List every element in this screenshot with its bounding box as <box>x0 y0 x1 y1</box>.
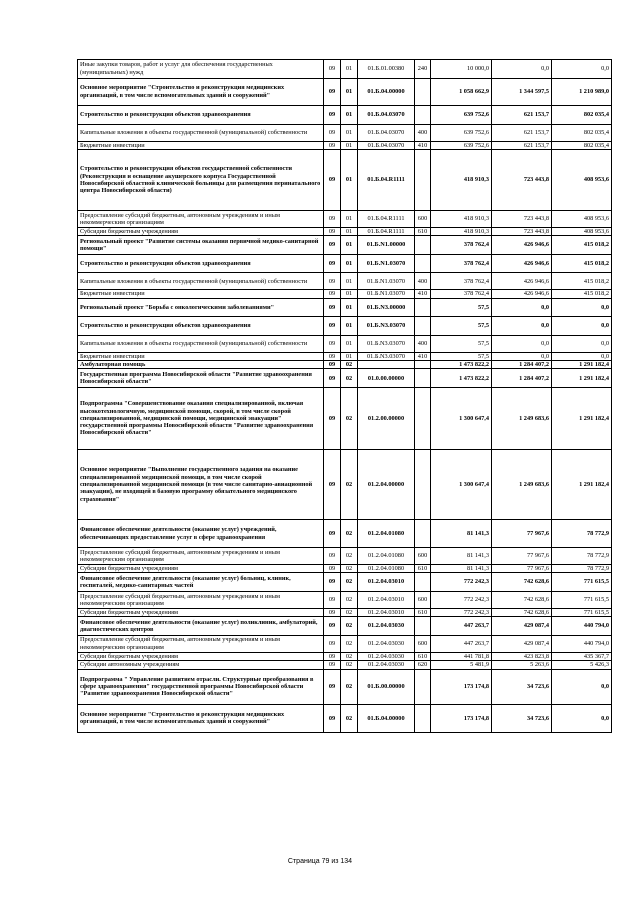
row-name: Бюджетные инвестиции <box>78 290 324 298</box>
row-amount-year-3: 78 772,9 <box>552 547 612 564</box>
row-expense-type <box>415 254 431 273</box>
row-amount-year-2: 0,0 <box>492 352 552 360</box>
row-amount-year-2: 426 946,6 <box>492 273 552 290</box>
row-amount-year-3: 802 035,4 <box>552 106 612 125</box>
row-section: 09 <box>324 449 341 520</box>
row-target-article: 01.2.04.03010 <box>358 591 415 608</box>
row-subsection: 01 <box>341 290 358 298</box>
row-target-article: 01.Б.N3.00000 <box>358 298 415 317</box>
row-amount-year-1: 378 762,4 <box>431 273 492 290</box>
row-expense-type: 240 <box>415 60 431 79</box>
row-target-article: 01.Б.04.03070 <box>358 124 415 141</box>
row-target-article: 01.2.04.03030 <box>358 661 415 669</box>
row-section: 09 <box>324 106 341 125</box>
table-row <box>78 60 612 79</box>
row-section: 09 <box>324 547 341 564</box>
row-name: Субсидии бюджетным учреждениям <box>78 652 324 660</box>
row-name: Капитальные вложения в объекты государственной (муниципальной) собственности <box>78 273 324 290</box>
row-amount-year-2: 723 443,8 <box>492 149 552 210</box>
row-subsection: 01 <box>341 254 358 273</box>
row-name: Предоставление субсидий бюджетным, автономным учреждениям и иным некоммерческим организациям <box>78 547 324 564</box>
row-name: Строительство и реконструкция объектов государственной собственности (Реконструкция и оснащение акушерского корпуса Государственной Новосибирской областной клинической больницы для размещения перинатального центра Новосибирской области) <box>78 149 324 210</box>
row-amount-year-3: 1 291 182,4 <box>552 369 612 388</box>
row-name: Финансовое обеспечение деятельности (оказание услуг) учреждений, обеспечивающих предоставление услуг в сфере здравоохранения <box>78 520 324 548</box>
row-target-article: 01.2.00.00000 <box>358 387 415 449</box>
row-amount-year-2: 429 087,4 <box>492 635 552 652</box>
row-amount-year-3: 0,0 <box>552 335 612 352</box>
row-amount-year-1: 173 174,8 <box>431 705 492 733</box>
row-expense-type <box>415 573 431 592</box>
row-amount-year-3: 1 291 182,4 <box>552 361 612 369</box>
row-amount-year-3: 415 018,2 <box>552 273 612 290</box>
row-amount-year-2: 742 628,6 <box>492 573 552 592</box>
row-subsection: 02 <box>341 573 358 592</box>
row-subsection: 02 <box>341 669 358 705</box>
row-expense-type: 610 <box>415 608 431 616</box>
row-target-article: 01.2.04.01080 <box>358 520 415 548</box>
row-section: 09 <box>324 210 341 227</box>
row-amount-year-1: 378 762,4 <box>431 290 492 298</box>
row-subsection: 02 <box>341 652 358 660</box>
row-amount-year-3: 1 210 989,0 <box>552 78 612 106</box>
row-target-article: 01.Б.04.00000 <box>358 705 415 733</box>
row-name: Капитальные вложения в объекты государственной (муниципальной) собственности <box>78 335 324 352</box>
row-amount-year-2: 0,0 <box>492 335 552 352</box>
table-row <box>78 520 612 548</box>
row-amount-year-3: 78 772,9 <box>552 564 612 572</box>
row-name: Предоставление субсидий бюджетным, автономным учреждениям и иным некоммерческим организациям <box>78 591 324 608</box>
row-amount-year-1: 81 141,3 <box>431 520 492 548</box>
row-expense-type <box>415 298 431 317</box>
row-amount-year-3: 78 772,9 <box>552 520 612 548</box>
table-row <box>78 352 612 360</box>
row-amount-year-2: 1 284 407,2 <box>492 361 552 369</box>
row-amount-year-3: 0,0 <box>552 705 612 733</box>
row-target-article: 01.Б.01.00380 <box>358 60 415 79</box>
row-expense-type <box>415 449 431 520</box>
table-row <box>78 106 612 125</box>
row-name: Региональный проект "Развитие системы оказания первичной медико-санитарной помощи" <box>78 236 324 255</box>
row-target-article: 01.Б.N1.03070 <box>358 273 415 290</box>
row-expense-type: 600 <box>415 591 431 608</box>
row-section: 09 <box>324 661 341 669</box>
row-name: Предоставление субсидий бюджетным, автономным учреждениям и иным некоммерческим организациям <box>78 210 324 227</box>
row-target-article: 01.2.04.03010 <box>358 608 415 616</box>
row-amount-year-1: 1 300 647,4 <box>431 387 492 449</box>
row-expense-type: 410 <box>415 141 431 149</box>
row-name: Финансовое обеспечение деятельности (оказание услуг) больниц, клиник, госпиталей, медико-санитарных частей <box>78 573 324 592</box>
row-subsection: 02 <box>341 361 358 369</box>
row-target-article: 01.Б.N1.03070 <box>358 254 415 273</box>
table-row <box>78 573 612 592</box>
row-amount-year-1: 772 242,3 <box>431 608 492 616</box>
row-section: 09 <box>324 335 341 352</box>
row-section: 09 <box>324 254 341 273</box>
table-row <box>78 705 612 733</box>
table-row <box>78 227 612 235</box>
row-target-article: 01.Б.04.03070 <box>358 141 415 149</box>
row-target-article: 01.Б.N3.03070 <box>358 317 415 336</box>
table-row <box>78 661 612 669</box>
table-row <box>78 254 612 273</box>
row-expense-type <box>415 236 431 255</box>
row-subsection: 01 <box>341 78 358 106</box>
row-amount-year-3: 0,0 <box>552 669 612 705</box>
row-expense-type <box>415 669 431 705</box>
row-subsection: 02 <box>341 369 358 388</box>
row-amount-year-3: 771 615,5 <box>552 591 612 608</box>
row-expense-type: 610 <box>415 564 431 572</box>
row-name: Строительство и реконструкция объектов здравоохранения <box>78 254 324 273</box>
row-subsection: 01 <box>341 210 358 227</box>
row-amount-year-2: 742 628,6 <box>492 608 552 616</box>
row-subsection: 01 <box>341 60 358 79</box>
row-amount-year-1: 1 300 647,4 <box>431 449 492 520</box>
row-expense-type <box>415 387 431 449</box>
row-amount-year-1: 81 141,3 <box>431 564 492 572</box>
row-expense-type: 600 <box>415 210 431 227</box>
row-amount-year-2: 1 249 683,6 <box>492 387 552 449</box>
row-amount-year-2: 723 443,8 <box>492 210 552 227</box>
row-section: 09 <box>324 124 341 141</box>
row-target-article: 01.2.04.03030 <box>358 617 415 636</box>
row-amount-year-2: 426 946,6 <box>492 236 552 255</box>
table-row <box>78 449 612 520</box>
row-section: 09 <box>324 573 341 592</box>
budget-table-container <box>77 59 611 733</box>
row-amount-year-3: 0,0 <box>552 298 612 317</box>
row-amount-year-3: 771 615,5 <box>552 608 612 616</box>
table-row <box>78 547 612 564</box>
row-amount-year-1: 5 481,9 <box>431 661 492 669</box>
row-section: 09 <box>324 591 341 608</box>
row-expense-type: 410 <box>415 352 431 360</box>
row-name: Финансовое обеспечение деятельности (оказание услуг) поликлиник, амбулаторий, диагностических центров <box>78 617 324 636</box>
row-target-article: 01.2.04.03010 <box>358 573 415 592</box>
row-name: Предоставление субсидий бюджетным, автономным учреждениям и иным некоммерческим организациям <box>78 635 324 652</box>
row-amount-year-1: 1 473 822,2 <box>431 361 492 369</box>
row-amount-year-3: 415 018,2 <box>552 254 612 273</box>
row-section: 09 <box>324 317 341 336</box>
row-subsection: 02 <box>341 635 358 652</box>
table-row <box>78 369 612 388</box>
row-expense-type: 600 <box>415 547 431 564</box>
row-target-article: 01.Б.04.03070 <box>358 106 415 125</box>
row-subsection: 02 <box>341 591 358 608</box>
budget-table <box>77 59 612 733</box>
row-target-article: 01.Б.04.R1111 <box>358 210 415 227</box>
row-amount-year-3: 0,0 <box>552 352 612 360</box>
row-amount-year-3: 408 953,6 <box>552 149 612 210</box>
row-subsection: 01 <box>341 236 358 255</box>
row-amount-year-1: 418 910,3 <box>431 149 492 210</box>
row-amount-year-3: 415 018,2 <box>552 236 612 255</box>
row-name: Иные закупки товаров, работ и услуг для обеспечения государственных (муниципальных) нужд <box>78 60 324 79</box>
row-subsection: 01 <box>341 106 358 125</box>
row-expense-type: 400 <box>415 124 431 141</box>
row-name: Строительство и реконструкция объектов здравоохранения <box>78 317 324 336</box>
row-subsection: 01 <box>341 124 358 141</box>
row-expense-type: 600 <box>415 635 431 652</box>
row-section: 09 <box>324 273 341 290</box>
row-target-article: 01.Б.N3.03070 <box>358 352 415 360</box>
row-subsection: 01 <box>341 317 358 336</box>
row-expense-type <box>415 361 431 369</box>
row-amount-year-2: 426 946,6 <box>492 290 552 298</box>
row-amount-year-1: 81 141,3 <box>431 547 492 564</box>
row-amount-year-2: 1 284 407,2 <box>492 369 552 388</box>
table-row <box>78 273 612 290</box>
row-expense-type <box>415 520 431 548</box>
row-expense-type: 610 <box>415 227 431 235</box>
row-amount-year-2: 77 967,6 <box>492 547 552 564</box>
row-name: Амбулаторная помощь <box>78 361 324 369</box>
row-section: 09 <box>324 608 341 616</box>
row-section: 09 <box>324 78 341 106</box>
table-row <box>78 608 612 616</box>
row-target-article <box>358 361 415 369</box>
row-target-article: 01.2.04.03030 <box>358 635 415 652</box>
row-amount-year-3: 0,0 <box>552 317 612 336</box>
row-section: 09 <box>324 520 341 548</box>
row-subsection: 01 <box>341 352 358 360</box>
row-amount-year-2: 77 967,6 <box>492 564 552 572</box>
row-subsection: 01 <box>341 149 358 210</box>
row-amount-year-1: 10 000,0 <box>431 60 492 79</box>
table-row <box>78 335 612 352</box>
row-amount-year-1: 378 762,4 <box>431 254 492 273</box>
table-row <box>78 290 612 298</box>
row-target-article: 01.Б.04.R1111 <box>358 227 415 235</box>
table-row <box>78 652 612 660</box>
row-amount-year-2: 621 153,7 <box>492 124 552 141</box>
row-section: 09 <box>324 564 341 572</box>
row-amount-year-3: 0,0 <box>552 60 612 79</box>
row-target-article: 01.Б.04.00000 <box>358 78 415 106</box>
row-amount-year-1: 447 263,7 <box>431 635 492 652</box>
row-name: Субсидии бюджетным учреждениям <box>78 564 324 572</box>
row-name: Государственная программа Новосибирской области "Развитие здравоохранения Новосибирской области" <box>78 369 324 388</box>
row-amount-year-2: 621 153,7 <box>492 106 552 125</box>
row-amount-year-1: 441 781,8 <box>431 652 492 660</box>
row-amount-year-1: 1 058 662,9 <box>431 78 492 106</box>
row-name: Субсидии автономным учреждениям <box>78 661 324 669</box>
row-subsection: 02 <box>341 564 358 572</box>
row-expense-type <box>415 149 431 210</box>
table-row <box>78 564 612 572</box>
row-section: 09 <box>324 361 341 369</box>
table-row <box>78 617 612 636</box>
row-amount-year-1: 639 752,6 <box>431 124 492 141</box>
row-amount-year-1: 639 752,6 <box>431 106 492 125</box>
row-amount-year-3: 1 291 182,4 <box>552 449 612 520</box>
row-subsection: 01 <box>341 227 358 235</box>
row-subsection: 02 <box>341 617 358 636</box>
row-target-article: 01.2.04.01080 <box>358 564 415 572</box>
row-amount-year-1: 418 910,3 <box>431 227 492 235</box>
row-expense-type <box>415 317 431 336</box>
row-expense-type: 410 <box>415 290 431 298</box>
row-amount-year-3: 440 794,0 <box>552 635 612 652</box>
row-amount-year-3: 771 615,5 <box>552 573 612 592</box>
row-name: Бюджетные инвестиции <box>78 352 324 360</box>
table-row <box>78 361 612 369</box>
table-row <box>78 317 612 336</box>
row-amount-year-1: 173 174,8 <box>431 669 492 705</box>
row-amount-year-3: 435 367,7 <box>552 652 612 660</box>
table-row <box>78 78 612 106</box>
row-amount-year-2: 34 723,6 <box>492 669 552 705</box>
row-subsection: 01 <box>341 141 358 149</box>
row-section: 09 <box>324 60 341 79</box>
row-name: Подпрограмма "Совершенствование оказания специализированной, включая высокотехнологичную, медицинской помощи, скорой, в том числе скорой специализированной, медицинской помощи, медицинской эвакуации" государственной программы Новосибирской области "Развитие здравоохранения Новосибирской области" <box>78 387 324 449</box>
row-expense-type: 400 <box>415 335 431 352</box>
row-amount-year-1: 57,5 <box>431 352 492 360</box>
row-name: Субсидии бюджетным учреждениям <box>78 608 324 616</box>
row-amount-year-3: 408 953,6 <box>552 210 612 227</box>
row-expense-type: 610 <box>415 652 431 660</box>
row-name: Региональный проект "Борьба с онкологическими заболеваниями" <box>78 298 324 317</box>
row-amount-year-3: 802 035,4 <box>552 141 612 149</box>
row-subsection: 01 <box>341 335 358 352</box>
row-target-article: 01.Б.N1.03070 <box>358 290 415 298</box>
row-subsection: 01 <box>341 273 358 290</box>
row-amount-year-1: 1 473 822,2 <box>431 369 492 388</box>
row-amount-year-1: 772 242,3 <box>431 573 492 592</box>
row-section: 09 <box>324 298 341 317</box>
row-name: Строительство и реконструкция объектов здравоохранения <box>78 106 324 125</box>
row-amount-year-2: 423 823,8 <box>492 652 552 660</box>
row-target-article: 01.2.04.00000 <box>358 449 415 520</box>
row-amount-year-3: 5 426,3 <box>552 661 612 669</box>
table-row <box>78 387 612 449</box>
row-section: 09 <box>324 652 341 660</box>
row-expense-type: 620 <box>415 661 431 669</box>
row-section: 09 <box>324 705 341 733</box>
row-amount-year-2: 621 153,7 <box>492 141 552 149</box>
table-row <box>78 124 612 141</box>
row-expense-type <box>415 106 431 125</box>
row-name: Основное мероприятие "Строительство и реконструкция медицинских организаций, в том числе вспомогательных зданий и сооружений" <box>78 705 324 733</box>
table-row <box>78 149 612 210</box>
table-row <box>78 141 612 149</box>
row-amount-year-1: 772 242,3 <box>431 591 492 608</box>
table-row <box>78 236 612 255</box>
row-name: Субсидии бюджетным учреждениям <box>78 227 324 235</box>
row-section: 09 <box>324 227 341 235</box>
row-name: Капитальные вложения в объекты государственной (муниципальной) собственности <box>78 124 324 141</box>
row-target-article: 01.Б.04.R1111 <box>358 149 415 210</box>
row-name: Основное мероприятие "Выполнение государственного задания на оказание специализированной медицинской помощи, в том числе скорой специализированной медицинской помощи (в том числе санитарно-авиационной эвакуации), не входящей в базовую программу обязательного медицинского страхования" <box>78 449 324 520</box>
row-amount-year-3: 802 035,4 <box>552 124 612 141</box>
row-section: 09 <box>324 352 341 360</box>
table-row <box>78 210 612 227</box>
row-subsection: 02 <box>341 449 358 520</box>
row-subsection: 02 <box>341 387 358 449</box>
table-row <box>78 298 612 317</box>
row-amount-year-1: 418 910,3 <box>431 210 492 227</box>
row-expense-type: 400 <box>415 273 431 290</box>
row-amount-year-3: 440 794,0 <box>552 617 612 636</box>
row-amount-year-1: 378 762,4 <box>431 236 492 255</box>
row-expense-type <box>415 78 431 106</box>
row-amount-year-2: 77 967,6 <box>492 520 552 548</box>
row-amount-year-1: 57,5 <box>431 298 492 317</box>
row-subsection: 02 <box>341 520 358 548</box>
row-target-article: 01.2.04.01080 <box>358 547 415 564</box>
row-amount-year-1: 57,5 <box>431 335 492 352</box>
row-subsection: 02 <box>341 661 358 669</box>
row-amount-year-1: 447 263,7 <box>431 617 492 636</box>
row-amount-year-2: 742 628,6 <box>492 591 552 608</box>
row-subsection: 01 <box>341 298 358 317</box>
row-subsection: 02 <box>341 608 358 616</box>
row-section: 09 <box>324 617 341 636</box>
row-section: 09 <box>324 369 341 388</box>
row-subsection: 02 <box>341 705 358 733</box>
row-amount-year-2: 1 344 597,5 <box>492 78 552 106</box>
row-section: 09 <box>324 669 341 705</box>
row-amount-year-2: 1 249 683,6 <box>492 449 552 520</box>
budget-table-body <box>78 60 612 733</box>
row-amount-year-3: 1 291 182,4 <box>552 387 612 449</box>
row-name: Основное мероприятие "Строительство и реконструкция медицинских организаций, в том числе вспомогательных зданий и сооружений" <box>78 78 324 106</box>
row-name: Бюджетные инвестиции <box>78 141 324 149</box>
row-target-article: 01.2.04.03030 <box>358 652 415 660</box>
row-section: 09 <box>324 141 341 149</box>
row-amount-year-3: 415 018,2 <box>552 290 612 298</box>
row-amount-year-2: 0,0 <box>492 317 552 336</box>
page-number: Страница 79 из 134 <box>287 858 353 865</box>
row-target-article: 01.Б.N1.00000 <box>358 236 415 255</box>
row-target-article: 01.0.00.00000 <box>358 369 415 388</box>
row-section: 09 <box>324 387 341 449</box>
row-amount-year-2: 426 946,6 <box>492 254 552 273</box>
row-subsection: 02 <box>341 547 358 564</box>
table-row <box>78 635 612 652</box>
row-amount-year-1: 639 752,6 <box>431 141 492 149</box>
row-amount-year-3: 408 953,6 <box>552 227 612 235</box>
row-expense-type <box>415 369 431 388</box>
row-amount-year-2: 5 263,6 <box>492 661 552 669</box>
row-amount-year-1: 57,5 <box>431 317 492 336</box>
row-section: 09 <box>324 290 341 298</box>
row-amount-year-2: 0,0 <box>492 60 552 79</box>
row-amount-year-2: 723 443,8 <box>492 227 552 235</box>
row-target-article: 01.Б.00.00000 <box>358 669 415 705</box>
row-amount-year-2: 0,0 <box>492 298 552 317</box>
row-section: 09 <box>324 635 341 652</box>
row-target-article: 01.Б.N3.03070 <box>358 335 415 352</box>
row-amount-year-2: 34 723,6 <box>492 705 552 733</box>
page-footer <box>0 858 640 865</box>
table-row <box>78 591 612 608</box>
row-name: Подпрограмма " Управление развитием отрасли. Структурные преобразования в сфере здравоохранения" государственной программы Новосибирской области "Развитие здравоохранения Новосибирской области" <box>78 669 324 705</box>
row-section: 09 <box>324 236 341 255</box>
table-row <box>78 669 612 705</box>
row-expense-type <box>415 617 431 636</box>
row-expense-type <box>415 705 431 733</box>
row-section: 09 <box>324 149 341 210</box>
row-amount-year-2: 429 087,4 <box>492 617 552 636</box>
